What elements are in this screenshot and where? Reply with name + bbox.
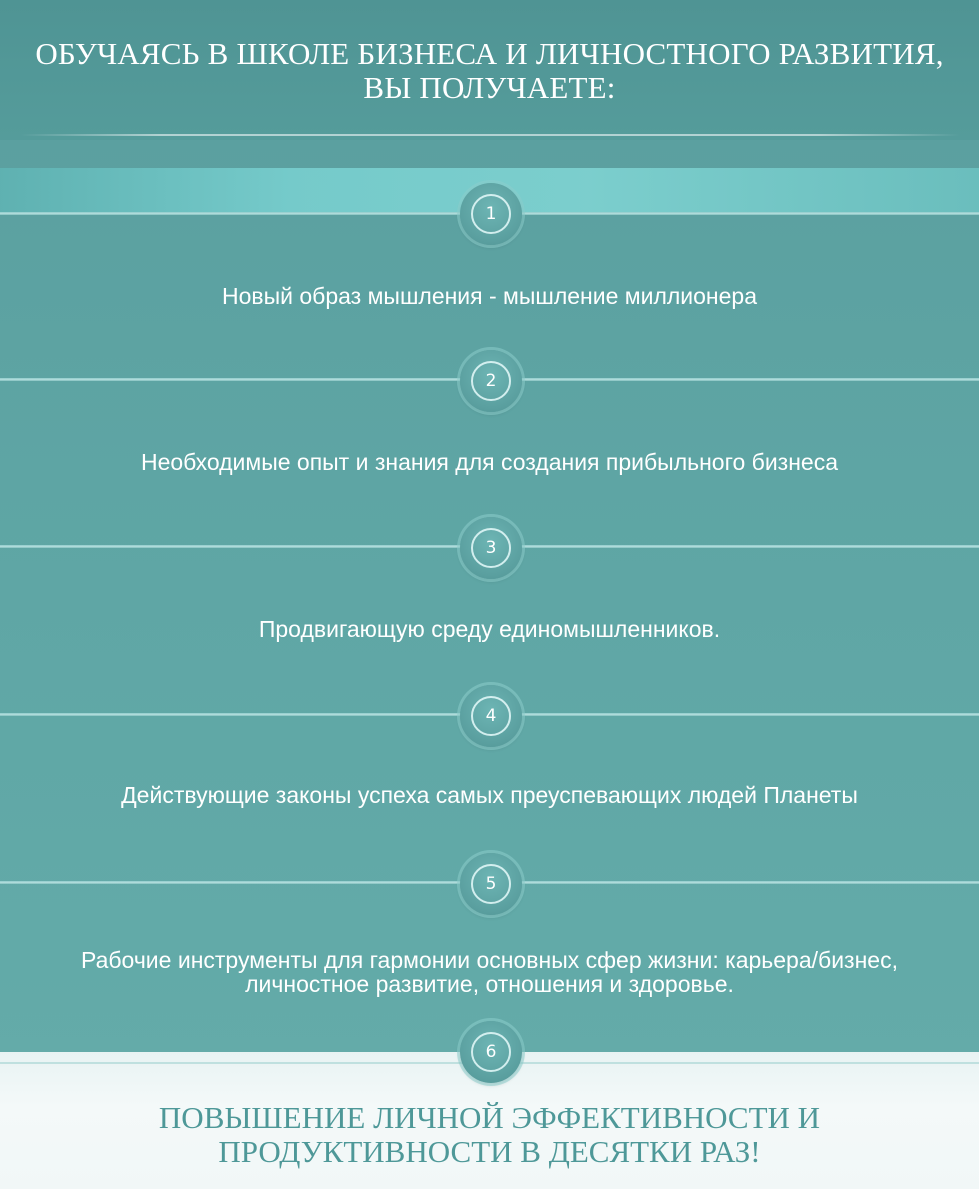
benefit-item-3: Продвигающую среду единомышленников. xyxy=(258,616,721,642)
number-badge-6 xyxy=(460,1021,522,1083)
number-badge-label: 2 xyxy=(471,361,511,401)
page-title xyxy=(0,37,979,105)
number-badge-5 xyxy=(460,853,522,915)
final-benefit xyxy=(0,1101,979,1169)
number-badge-1 xyxy=(460,183,522,245)
header-divider xyxy=(20,134,960,136)
benefit-item-5 xyxy=(0,948,979,996)
number-badge-label: 5 xyxy=(471,864,511,904)
benefit-item-2: Необходимые опыт и знания для создания прибыльного бизнеса xyxy=(140,449,839,475)
number-badge-label: 3 xyxy=(471,528,511,568)
benefit-item-1: Новый образ мышления - мышление миллионера xyxy=(221,283,758,309)
benefit-item-4: Действующие законы успеха самых преуспевающих людей Планеты xyxy=(121,782,858,808)
number-badge-label: 1 xyxy=(471,194,511,234)
benefit-item-5-line-2: личностное развитие, отношения и здоровье. xyxy=(245,971,734,997)
title-line-1: ОБУЧАЯСЬ В ШКОЛЕ БИЗНЕСА И ЛИЧНОСТНОГО РАЗВИТИЯ, xyxy=(35,36,944,71)
number-badge-2 xyxy=(460,350,522,412)
final-benefit-line-1: ПОВЫШЕНИЕ ЛИЧНОЙ ЭФФЕКТИВНОСТИ И xyxy=(158,1100,821,1135)
number-badge-label: 6 xyxy=(471,1032,511,1072)
number-badge-4 xyxy=(460,685,522,747)
final-benefit-line-2: ПРОДУКТИВНОСТИ В ДЕСЯТКИ РАЗ! xyxy=(218,1134,761,1169)
benefit-item-5-line-1: Рабочие инструменты для гармонии основных сфер жизни: карьера/бизнес, xyxy=(81,947,898,973)
number-badge-label: 4 xyxy=(471,696,511,736)
title-line-2: ВЫ ПОЛУЧАЕТЕ: xyxy=(363,70,616,105)
number-badge-3 xyxy=(460,517,522,579)
